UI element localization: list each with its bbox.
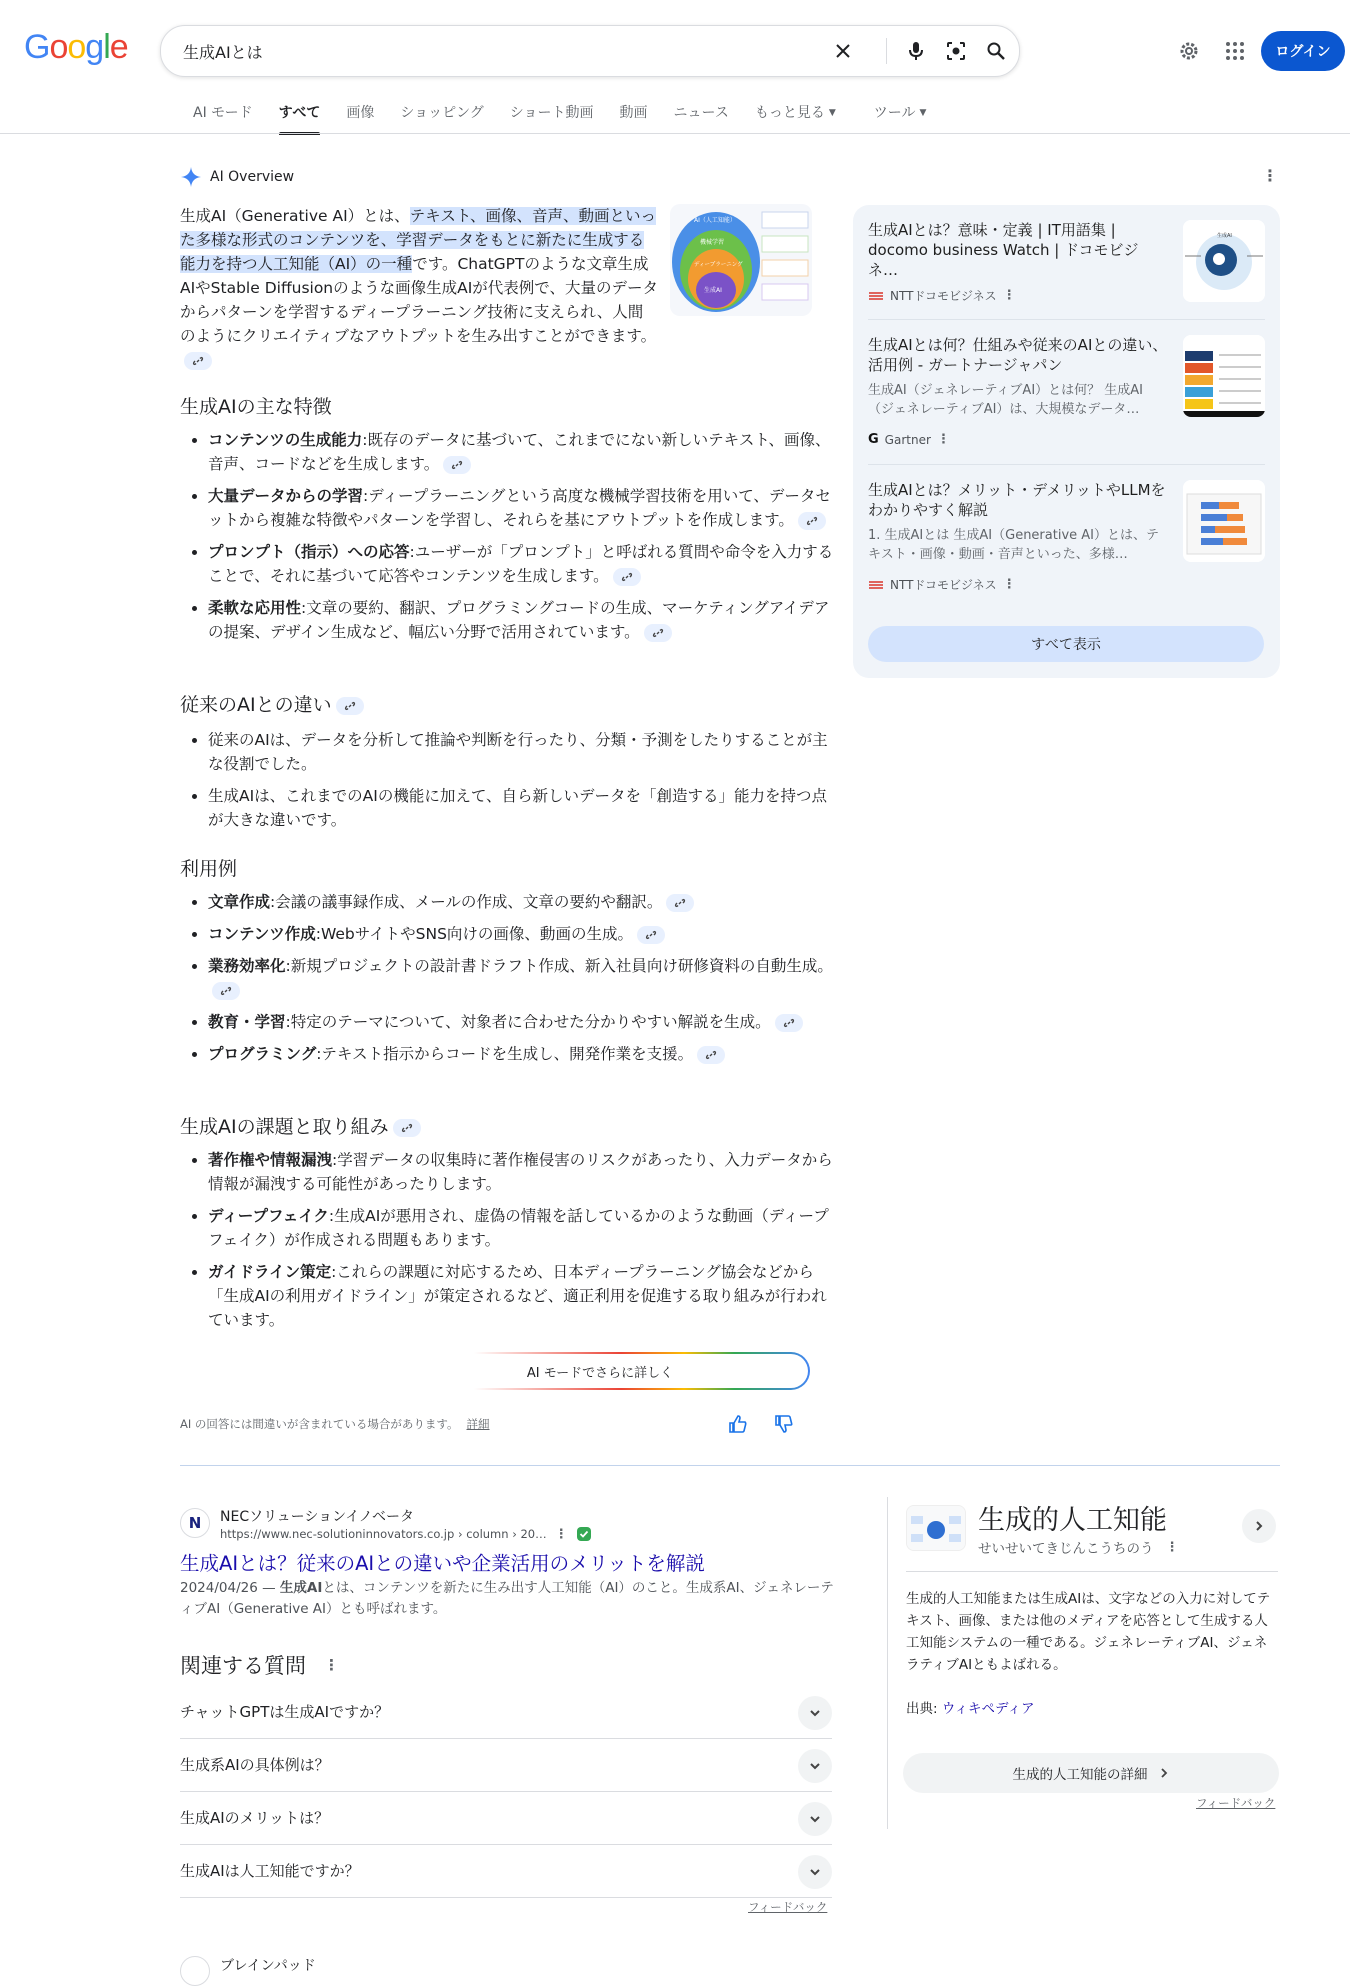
verified-check-icon — [576, 1526, 592, 1542]
citation-link-icon[interactable] — [644, 624, 672, 642]
citation-link-icon[interactable] — [775, 1014, 803, 1032]
result-title-link[interactable]: 生成AIとは？従来のAIとの違いや企業活用のメリットを解説 — [180, 1552, 705, 1575]
citation-link-icon[interactable] — [336, 697, 364, 715]
source-more-icon[interactable]: ⋮ — [936, 432, 950, 447]
list-item-text: :特定のテーマについて、対象者に合わせた分かりやすい解説を生成。 — [285, 1013, 771, 1031]
tab-short-videos[interactable]: ショート動画 — [509, 105, 594, 121]
list-item-term: ガイドライン策定 — [208, 1263, 332, 1281]
google-logo[interactable]: Google — [24, 28, 128, 66]
source-title[interactable]: 生成AIとは？意味・定義 | IT用語集 | docomo business Watch | ドコモビジネ… — [868, 221, 1139, 279]
source-snippet: 1. 生成AIとは 生成AI（Generative AI）とは、テキスト・画像・動画・音声といった、多様… — [868, 528, 1160, 562]
kp-source-label: 出典: — [906, 1701, 942, 1717]
ntt-logo-icon — [868, 291, 884, 301]
list-item-text: :ユーザーが「プロンプト」と呼ばれる質問や命令を入力することで、それに基づいて応答やコンテンツを生成します。 — [208, 543, 834, 585]
list-item-text: 生成AIは、これまでのAIの機能に加えて、自ら新しいデータを「創造する」能力を持つ点が大きな違いです。 — [208, 787, 828, 829]
diagram-label-ai: AI（人工知能） — [694, 217, 736, 224]
tab-news[interactable]: ニュース — [673, 105, 729, 121]
related-question-row[interactable] — [180, 1845, 832, 1898]
gartner-logo-icon: G — [868, 432, 879, 447]
list-item-term: プログラミング — [208, 1045, 317, 1063]
list-item — [208, 1148, 840, 1196]
list-item — [208, 540, 840, 588]
tab-images[interactable]: 画像 — [346, 105, 375, 121]
use-cases-list — [180, 890, 840, 1074]
chevron-down-icon[interactable] — [798, 1696, 832, 1730]
related-questions-title: 関連する質問 — [180, 1654, 306, 1678]
features-list — [180, 428, 840, 652]
chevron-down-icon[interactable] — [798, 1749, 832, 1783]
result-date: 2024/04/26 — — [180, 1580, 280, 1596]
knowledge-panel-details-button[interactable] — [903, 1753, 1279, 1793]
source-meta — [868, 576, 1016, 593]
source-thumbnail[interactable] — [1183, 480, 1265, 562]
gemini-sparkle-icon — [180, 166, 202, 188]
citation-link-icon[interactable] — [637, 926, 665, 944]
paa-more-icon[interactable]: ⋮ — [324, 1656, 339, 1674]
chevron-down-icon[interactable] — [798, 1802, 832, 1836]
diagram-label-ml: 機械学習 — [700, 239, 725, 246]
tab-tools[interactable] — [861, 101, 940, 135]
list-item — [208, 728, 840, 776]
tab-more[interactable] — [742, 101, 849, 135]
list-item-text: :生成AIが悪用され、虚偽の情報を話しているかのような動画（ディープフェイク）が作成される問題もあります。 — [208, 1207, 829, 1249]
list-item-term: コンテンツの生成能力 — [208, 431, 363, 449]
chevron-right-icon[interactable] — [1242, 1509, 1276, 1543]
list-item-text: :WebサイトやSNS向けの画像、動画の生成。 — [315, 925, 633, 943]
search-input[interactable] — [181, 36, 825, 66]
citation-link-icon[interactable] — [393, 1119, 421, 1137]
search-tabs — [180, 101, 939, 135]
search-icon[interactable] — [982, 37, 1010, 65]
list-item — [208, 1010, 840, 1034]
site-favicon[interactable] — [180, 1956, 210, 1986]
site-favicon[interactable]: N — [180, 1508, 210, 1538]
related-question-row[interactable] — [180, 1792, 832, 1845]
citation-link-icon[interactable] — [697, 1046, 725, 1064]
knowledge-panel-subtitle — [978, 1537, 1179, 1557]
list-item-term: 業務効率化 — [208, 957, 286, 975]
ai-disclaimer — [180, 1416, 490, 1432]
source-thumbnail[interactable] — [1183, 220, 1265, 302]
citation-link-icon[interactable] — [798, 512, 826, 530]
list-item-term: 著作権や情報漏洩 — [208, 1151, 333, 1169]
source-meta — [868, 432, 950, 447]
result-snippet-bold: 生成AI — [279, 1580, 323, 1596]
knowledge-panel-reading: せいせいてきじんこうちのう — [978, 1541, 1154, 1557]
source-more-icon[interactable]: ⋮ — [1002, 288, 1016, 303]
caret-down-icon: ▼ — [828, 108, 836, 118]
list-item-text: :テキスト指示からコードを生成し、開発作業を支援。 — [316, 1045, 694, 1063]
related-question-row[interactable] — [180, 1739, 832, 1792]
section-heading-differences — [180, 690, 364, 717]
source-snippet: 生成AI（ジェネレーティブAI）とは何？ 生成AI（ジェネレーティブAI）は、大規模なデータ… — [868, 383, 1144, 417]
section-heading-features: 生成AIの主な特徴 — [180, 396, 332, 418]
list-item-term: コンテンツ作成 — [208, 925, 316, 943]
knowledge-panel-description: 生成的人工知能または生成AIは、文字などの入力に対してテキスト、画像、または他のメディアを応答として生成する人工知能システムの一種である。ジェネレーティブAI、ジェネラティブAIともよばれる。 — [906, 1591, 1271, 1673]
chevron-right-icon — [1158, 1767, 1170, 1779]
clear-icon[interactable] — [829, 37, 857, 65]
list-item — [208, 784, 840, 832]
thumbs-down-icon[interactable] — [769, 1409, 799, 1439]
list-item — [208, 428, 840, 476]
kp-details-label: 生成的人工知能の詳細 — [1012, 1767, 1148, 1783]
list-item-term: プロンプト（指示）への応答 — [208, 543, 410, 561]
list-item — [208, 1204, 840, 1252]
list-item — [208, 922, 840, 946]
thumbs-up-icon[interactable] — [723, 1409, 753, 1439]
list-item-text: :これらの課題に対応するため、日本ディープラーニング協会などから「生成AIの利用ガイドライン」が策定されるなど、適正利用を促進する取り組みが行われています。 — [208, 1263, 827, 1329]
list-item-text: :文章の要約、翻訳、プログラミングコードの生成、マーケティングアイデアの提案、デザイン生成など、幅広い分野で活用されています。 — [208, 599, 830, 641]
kp-more-icon[interactable]: ⋮ — [1165, 1539, 1179, 1555]
source-site: Gartner — [884, 432, 931, 447]
list-item — [208, 1042, 840, 1066]
result-url[interactable]: https://www.nec-solutioninnovators.co.jp › column › 20… — [220, 1527, 547, 1541]
source-title[interactable]: 生成AIとは？メリット・デメリットやLLMをわかりやすく解説 — [868, 481, 1166, 519]
source-site: NTTドコモビジネス — [890, 289, 997, 303]
source-more-icon[interactable]: ⋮ — [1002, 577, 1016, 592]
more-options-icon[interactable]: ⋮ — [1262, 166, 1278, 185]
list-item-text: :既存のデータに基づいて、これまでにない新しいテキスト、画像、音声、コードなどを生成します。 — [208, 431, 831, 473]
related-question-text[interactable]: 生成AIのメリットは？ — [180, 1809, 330, 1827]
section-heading-text: 従来のAIとの違い — [180, 694, 332, 716]
caret-down-icon: ▼ — [919, 108, 927, 118]
differences-list — [180, 728, 840, 840]
search-divider — [886, 38, 887, 64]
list-item-text: :新規プロジェクトの設計書ドラフト作成、新入社員向け研修資料の自動生成。 — [285, 957, 833, 975]
ai-mode-more-button[interactable]: AI モードでさらに詳しく — [390, 1352, 810, 1390]
source-thumbnail[interactable] — [1183, 335, 1265, 417]
result-snippet-text: とは、コンテンツを新たに生み出す人工知能（AI）のこと。生成系AI、ジェネレーティブAI（Generative AI）とも呼ばれます。 — [180, 1580, 834, 1617]
related-question-text[interactable]: 生成系AIの具体例は？ — [180, 1756, 330, 1774]
result-more-icon[interactable]: ⋮ — [554, 1526, 568, 1542]
source-divider — [868, 319, 1265, 320]
microphone-icon[interactable] — [902, 37, 930, 65]
diagram-label-genai: 生成AI — [704, 287, 722, 294]
list-item-term: 大量データからの学習 — [208, 487, 364, 505]
intro-text-end: です。ChatGPTのような文章生成AIやStable Diffusionのような画像生成AIが代表例で、大量のデータからパターンを学習するディープラーニング技術に支えられ、人間のようにクリエイティブなアウトプットを生み出すことができます。 — [180, 255, 658, 345]
challenges-list — [180, 1148, 840, 1340]
chevron-down-icon[interactable] — [798, 1855, 832, 1889]
camera-lens-icon[interactable] — [942, 37, 970, 65]
citation-link-icon[interactable] — [613, 568, 641, 586]
list-item-text: :ディープラーニングという高度な機械学習技術を用いて、データセットから複雑な特徴やパターンを学習し、それらを基にアウトプットを作成します。 — [208, 487, 831, 529]
related-questions-heading — [180, 1650, 339, 1680]
list-item-text: :学習データの収集時に著作権侵害のリスクがあったり、入力データから情報が漏洩する可能性があったりします。 — [208, 1151, 833, 1193]
source-divider — [868, 464, 1265, 465]
search-box — [160, 25, 1020, 77]
ai-overview-label: AI Overview — [210, 169, 295, 185]
source-site: NTTドコモビジネス — [890, 578, 997, 592]
citation-link-icon[interactable] — [212, 982, 240, 1000]
citation-link-icon[interactable] — [443, 456, 471, 474]
thumbnail-caption: 生成AI — [1217, 233, 1232, 239]
tab-videos[interactable]: 動画 — [619, 105, 648, 121]
result-site-name[interactable]: NECソリューションイノベータ — [220, 1509, 415, 1525]
wikipedia-link[interactable]: ウィキペディア — [941, 1701, 1035, 1717]
list-item — [208, 954, 840, 1002]
tab-all[interactable]: すべて — [266, 101, 334, 135]
source-meta — [868, 287, 1016, 304]
apps-grid-icon[interactable] — [1220, 36, 1250, 66]
result-site-name[interactable]: ブレインパッド — [220, 1958, 316, 1974]
list-item-term: 教育・学習 — [208, 1013, 286, 1031]
citation-link-icon[interactable] — [184, 352, 212, 370]
list-item — [208, 1260, 840, 1332]
knowledge-panel-image[interactable] — [906, 1505, 966, 1551]
tab-more-label: もっと見る — [754, 105, 825, 121]
list-item — [208, 484, 840, 532]
tab-shopping[interactable]: ショッピング — [400, 105, 484, 121]
ai-overview-diagram-image[interactable] — [670, 204, 812, 316]
intro-highlight: テキスト、画像、音声、動画といった多様な形式のコンテンツを、学習データをもとに新たに生成する能力を持つ人工知能（AI）の一種 — [180, 207, 656, 273]
tab-ai-mode[interactable]: AI モード — [193, 105, 253, 121]
list-item-text: 従来のAIは、データを分析して推論や判断を行ったり、分類・予測をしたりすることが主な役割でした。 — [208, 731, 828, 773]
list-item — [208, 890, 840, 914]
diagram-label-dl: ディープラーニング — [694, 262, 743, 268]
ntt-logo-icon — [868, 580, 884, 590]
list-item-term: 柔軟な応用性 — [208, 599, 302, 617]
settings-gear-icon[interactable] — [1174, 36, 1204, 66]
disclaimer-details-link[interactable]: 詳細 — [466, 1417, 490, 1431]
disclaimer-text: AI の回答には間違いが含まれている場合があります。 — [180, 1417, 459, 1431]
list-item-term: 文章作成 — [208, 893, 271, 911]
paa-feedback-link[interactable]: フィードバック — [748, 1900, 828, 1914]
ai-overview-divider — [180, 1465, 1280, 1466]
ai-overview-intro — [180, 204, 658, 372]
knowledge-panel-title: 生成的人工知能 — [978, 1505, 1167, 1536]
list-item-term: ディープフェイク — [208, 1207, 329, 1225]
knowledge-panel-source — [906, 1697, 1034, 1717]
result-snippet — [180, 1578, 835, 1620]
kp-feedback-link[interactable]: フィードバック — [1196, 1796, 1276, 1810]
intro-text-start: 生成AI（Generative AI）とは、 — [180, 207, 410, 225]
section-heading-text: 生成AIの課題と取り組み — [180, 1116, 389, 1138]
ai-sources-panel — [853, 205, 1280, 678]
section-heading-challenges — [180, 1112, 421, 1139]
knowledge-panel-border — [887, 1497, 888, 1829]
knowledge-panel-divider — [906, 1571, 1278, 1572]
list-item-text: :会議の議事録作成、メールの作成、文章の要約や翻訳。 — [270, 893, 663, 911]
citation-link-icon[interactable] — [666, 894, 694, 912]
login-button[interactable]: ログイン — [1261, 31, 1345, 71]
related-question-text[interactable]: チャットGPTは生成AIですか？ — [180, 1703, 390, 1721]
result-url-row — [220, 1526, 592, 1542]
list-item — [208, 596, 840, 644]
related-question-row[interactable] — [180, 1686, 832, 1739]
source-title[interactable]: 生成AIとは何？仕組みや従来のAIとの違い、活用例 - ガートナージャパン — [868, 336, 1168, 374]
related-question-text[interactable]: 生成AIは人工知能ですか？ — [180, 1862, 360, 1880]
show-all-sources-button[interactable]: すべて表示 — [868, 626, 1264, 662]
header-divider — [0, 133, 1350, 134]
tab-tools-label: ツール — [873, 105, 916, 121]
ai-overview-header — [180, 166, 294, 188]
section-heading-use-cases: 利用例 — [180, 858, 238, 880]
